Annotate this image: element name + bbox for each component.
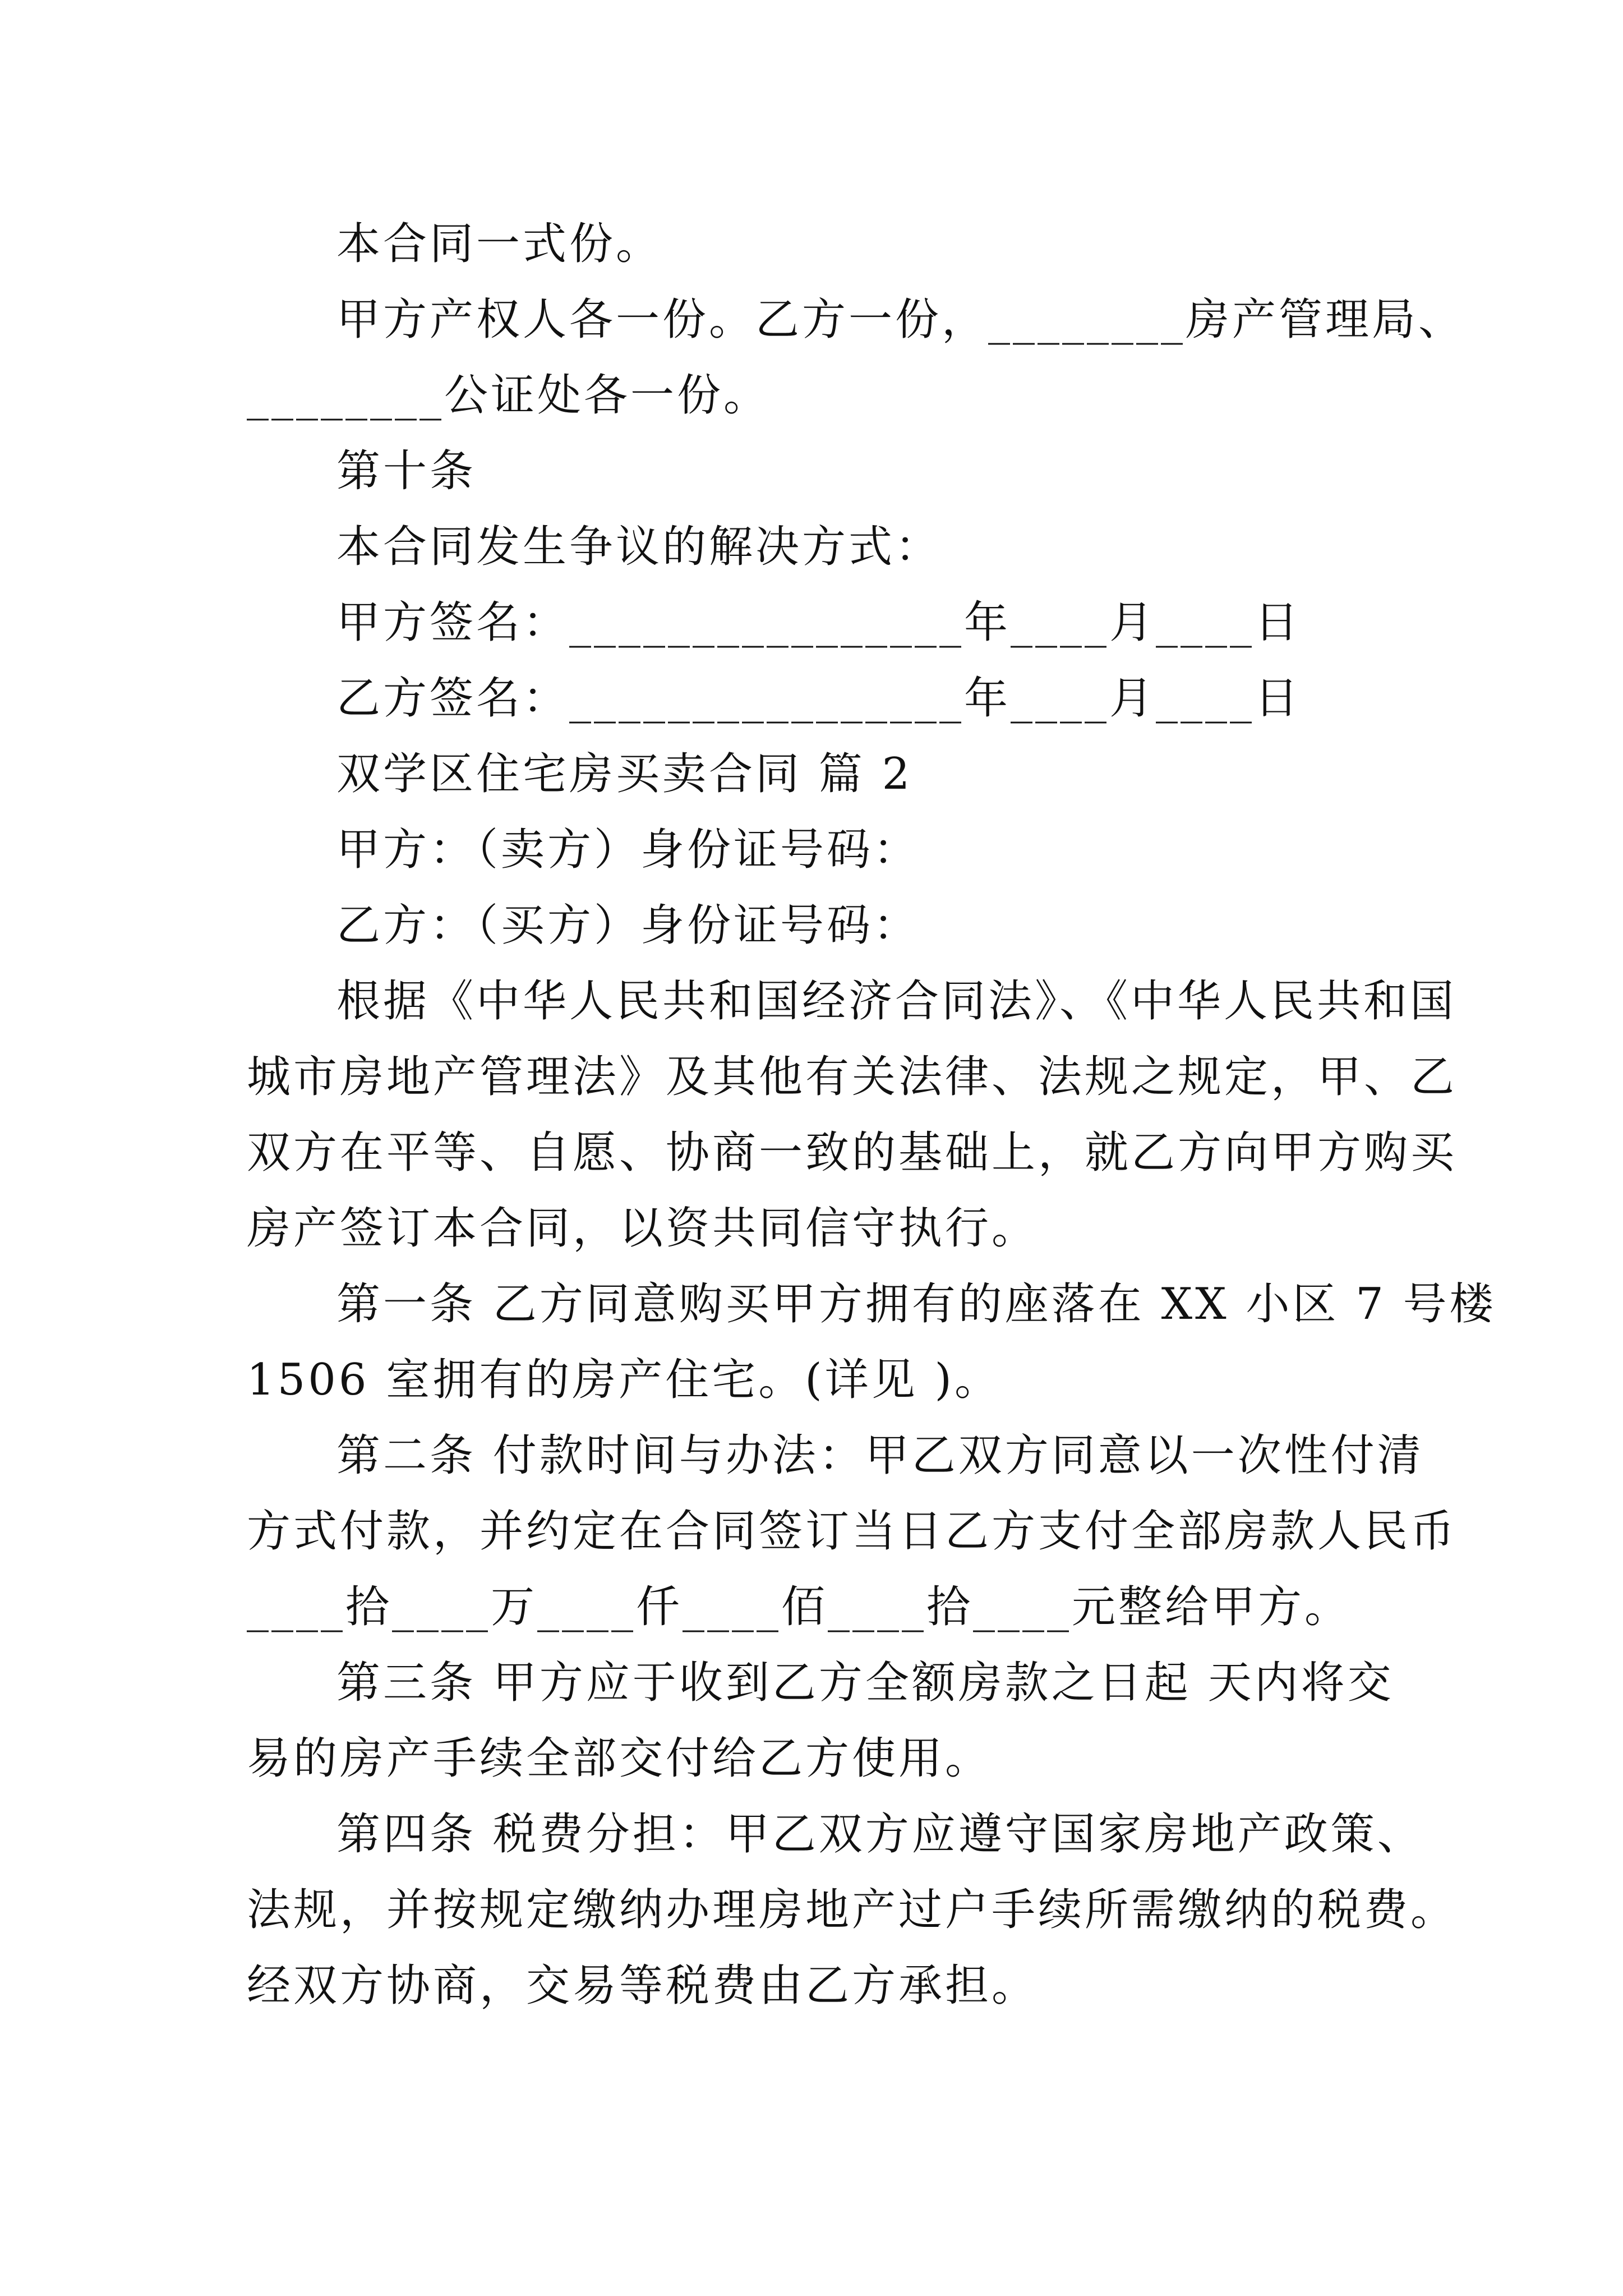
article-ten-heading: 第十条 bbox=[336, 446, 477, 496]
party-a-seller: 甲方：（卖方）身份证号码： bbox=[336, 825, 920, 875]
preamble-line-3: 双方在平等、自愿、协商一致的基础上，就乙方向甲方购买 bbox=[247, 1128, 1458, 1178]
preamble-line-4: 房产签订本合同，以资共同信守执行。 bbox=[247, 1203, 1039, 1254]
article-four-line-1: 第四条 税费分担：甲乙双方应遵守国家房地产政策、 bbox=[336, 1809, 1424, 1860]
article-two-line-1: 第二条 付款时间与办法：甲乙双方同意以一次性付清 bbox=[336, 1430, 1424, 1481]
party-b-buyer: 乙方：（买方）身份证号码： bbox=[336, 900, 920, 951]
article-two-line-2: 方式付款，并约定在合同签订当日乙方支付全部房款人民币 bbox=[247, 1506, 1458, 1557]
article-four-line-2: 法规，并按规定缴纳办理房地产过户手续所需缴纳的税费。 bbox=[247, 1885, 1458, 1935]
paragraph-distribution-cont: ________公证处各一份。 bbox=[247, 370, 771, 421]
article-three-line-2: 易的房产手续全部交付给乙方使用。 bbox=[247, 1733, 992, 1784]
article-one-line-1: 第一条 乙方同意购买甲方拥有的座落在 XX 小区 7 号楼 bbox=[336, 1279, 1496, 1329]
preamble-line-2: 城市房地产管理法》及其他有关法律、法规之规定，甲、乙 bbox=[247, 1052, 1458, 1102]
article-one-line-2: 1506 室拥有的房产住宅。(详见 )。 bbox=[247, 1355, 1001, 1405]
preamble-line-1: 根据《中华人民共和国经济合同法》、《中华人民共和国 bbox=[336, 976, 1457, 1027]
paragraph-copies: 本合同一式份。 bbox=[336, 219, 663, 269]
paragraph-distribution: 甲方产权人各一份。乙方一份，________房产管理局、 bbox=[336, 295, 1465, 345]
party-a-signature: 甲方签名：________________年____月____日 bbox=[336, 597, 1302, 648]
party-b-signature: 乙方签名：________________年____月____日 bbox=[336, 673, 1302, 724]
contract-title: 双学区住宅房买卖合同 篇 2 bbox=[336, 749, 913, 799]
dispute-resolution: 本合同发生争议的解决方式： bbox=[336, 522, 942, 572]
article-four-line-3: 经双方协商，交易等税费由乙方承担。 bbox=[247, 1961, 1039, 2011]
article-two-line-3: ____拾____万____仟____佰____拾____元整给甲方。 bbox=[247, 1582, 1352, 1632]
article-three-line-1: 第三条 甲方应于收到乙方全额房款之日起 天内将交 bbox=[336, 1658, 1394, 1708]
